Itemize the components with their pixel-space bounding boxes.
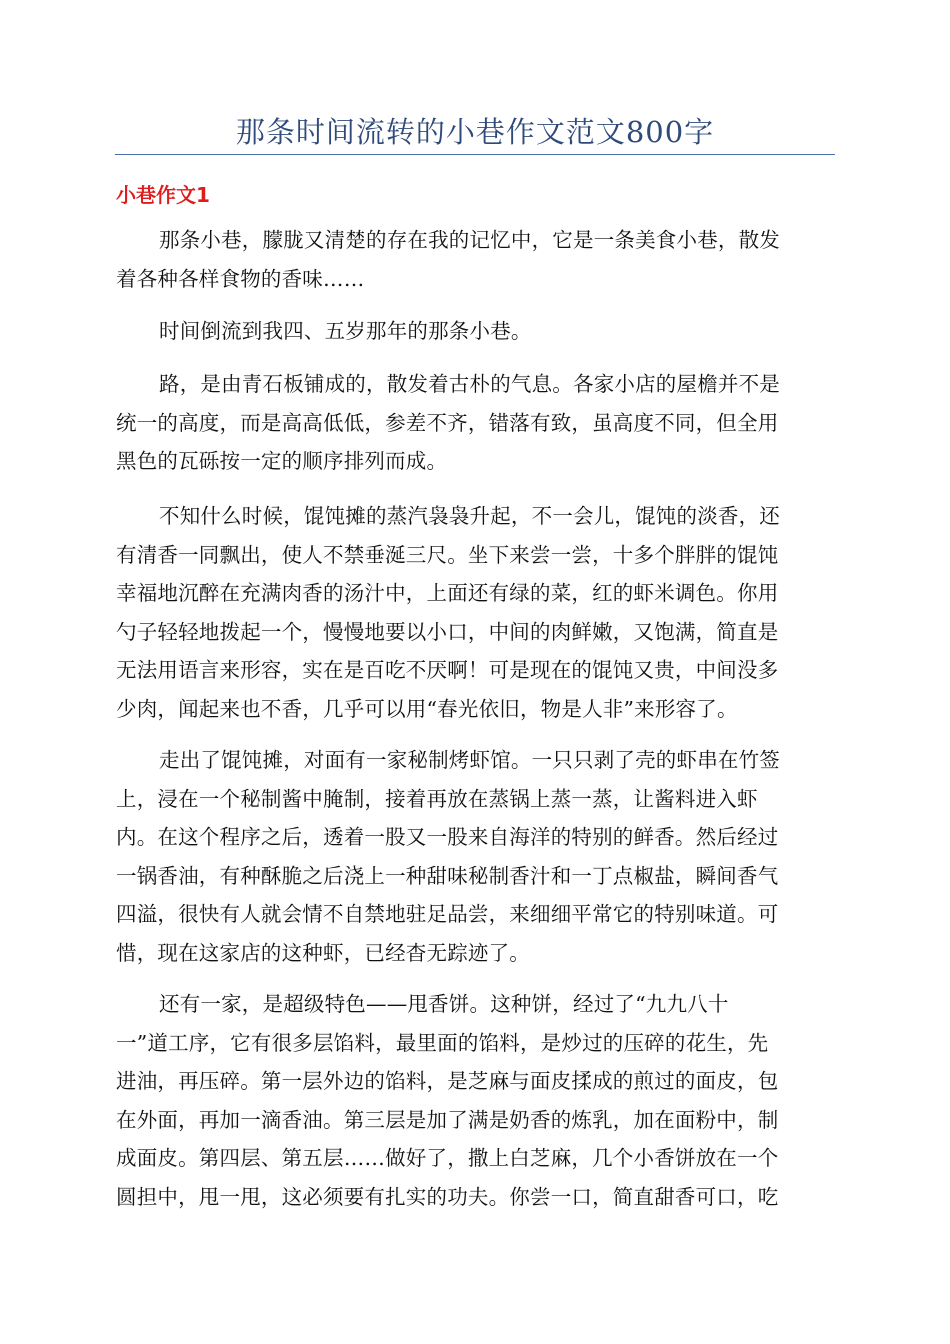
paragraph-line: 少肉，闻起来也不香，几乎可以用“春光依旧，物是人非”来形容了。 xyxy=(116,696,738,721)
paragraph-line: 在外面，再加一滴香油。第三层是加了满是奶香的炼乳，加在面粉中，制 xyxy=(116,1107,779,1132)
paragraph-line: 圆担中，甩一甩，这必须要有扎实的功夫。你尝一口，简直甜香可口，吃 xyxy=(116,1184,779,1209)
paragraph-line: 无法用语言来形容，实在是百吃不厌啊！可是现在的馄饨又贵，中间没多 xyxy=(116,658,779,683)
paragraph-5 xyxy=(116,741,836,973)
paragraph-line: 勺子轻轻地拨起一个，慢慢地要以小口，中间的肉鲜嫩，又饱满，简直是 xyxy=(116,619,779,644)
paragraph-1 xyxy=(116,221,836,298)
paragraph-line: 成面皮。第四层、第五层……做好了，撒上白芝麻，几个小香饼放在一个 xyxy=(116,1146,779,1171)
paragraph-line: 统一的高度，而是高高低低，参差不齐，错落有致，虽高度不同，但全用 xyxy=(116,410,779,435)
paragraph-line: 时间倒流到我四、五岁那年的那条小巷。 xyxy=(159,319,532,343)
paragraph-line: 内。在这个程序之后，透着一股又一股来自海洋的特别的鲜香。然后经过 xyxy=(116,825,779,850)
paragraph-line: 不知什么时候，馄饨摊的蒸汽袅袅升起，不一会儿，馄饨的淡香，还 xyxy=(159,504,780,528)
paragraph-line: 那条小巷，朦胧又清楚的存在我的记忆中，它是一条美食小巷，散发 xyxy=(159,228,780,252)
paragraph-line: 进油，再压碎。第一层外边的馅料，是芝麻与面皮揉成的煎过的面皮，包 xyxy=(116,1069,779,1094)
paragraph-3 xyxy=(116,365,836,481)
paragraph-line: 惜，现在这家店的这种虾，已经杳无踪迹了。 xyxy=(116,940,530,965)
paragraph-line: 黑色的瓦砾按一定的顺序排列而成。 xyxy=(116,449,448,474)
paragraph-2 xyxy=(116,312,836,351)
section-heading: 小巷作文1 xyxy=(116,183,210,207)
paragraph-6 xyxy=(116,985,836,1217)
paragraph-line: 幸福地沉醉在充满肉香的汤汁中，上面还有绿的菜，红的虾米调色。你用 xyxy=(116,581,779,606)
paragraph-4 xyxy=(116,497,836,729)
paragraph-line: 一锅香油，有种酥脆之后浇上一种甜味秘制香汁和一丁点椒盐，瞬间香气 xyxy=(116,863,779,888)
paragraph-line: 一”道工序，它有很多层馅料，最里面的馅料，是炒过的压碎的花生，先 xyxy=(116,1030,769,1055)
document-title: 那条时间流转的小巷作文范文800字 xyxy=(235,115,715,149)
paragraph-line: 有清香一同飘出，使人不禁垂涎三尺。坐下来尝一尝，十多个胖胖的馄饨 xyxy=(116,542,779,567)
paragraph-line: 四溢，很快有人就会情不自禁地驻足品尝，来细细平常它的特别味道。可 xyxy=(116,902,779,927)
paragraph-line: 着各种各样食物的香味…… xyxy=(116,266,365,291)
paragraph-line: 走出了馄饨摊，对面有一家秘制烤虾馆。一只只剥了壳的虾串在竹签 xyxy=(159,748,780,772)
paragraph-line: 上，浸在一个秘制酱中腌制，接着再放在蒸锅上蒸一蒸，让酱料进入虾 xyxy=(116,786,758,811)
paragraph-line: 还有一家，是超级特色——甩香饼。这种饼，经过了“九九八十 xyxy=(159,992,729,1016)
paragraph-line: 路，是由青石板铺成的，散发着古朴的气息。各家小店的屋檐并不是 xyxy=(159,372,780,396)
title-divider xyxy=(115,154,835,155)
